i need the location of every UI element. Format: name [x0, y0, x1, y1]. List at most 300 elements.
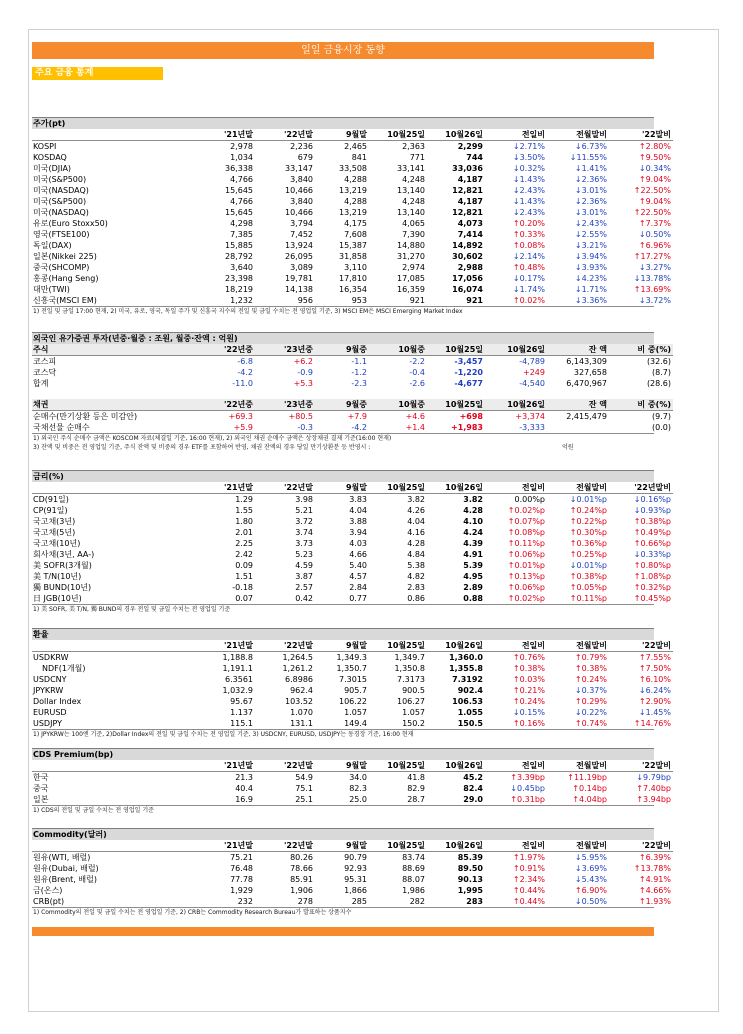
cds-row: [32, 772, 673, 784]
foreign-stock-header-cell: 비 중(%): [609, 344, 673, 356]
fx-cell: 1,261.2: [282, 664, 313, 673]
stock-row: [32, 284, 673, 295]
rate-row: [32, 560, 673, 571]
stock-note: 1) 전일 및 금일 17:00 현재, 2) 미국, 유로, 영국, 독일 주가 및 신흥국 지수의 전일 및 금일 수치는 전 영업일 기준, 3) MSCI EM은 MSCI Emerging Market Index: [32, 306, 654, 316]
fx-cell: 1.057: [402, 708, 425, 717]
fx-cell: 106.27: [397, 697, 425, 706]
rate-cell: ↑0.45%p: [633, 594, 671, 603]
fx-cell: 1,360.0: [449, 653, 483, 662]
rate-cell: 2.57: [295, 583, 313, 592]
rate-cell: 4.16: [407, 528, 425, 537]
commodity-cell: ↑1.97%: [512, 853, 545, 862]
stock-cell: 921: [409, 296, 425, 305]
rate-cell: 2.01: [235, 528, 253, 537]
commodity-cell: ↑6.39%: [638, 853, 671, 862]
foreign-bond-cell: +69.3: [228, 412, 253, 421]
fx-cell: ↑7.50%: [638, 664, 671, 673]
stock-row: [32, 262, 673, 273]
stock-cell: 953: [351, 296, 367, 305]
foreign-stock-cell: -0.9: [297, 368, 313, 377]
foreign-stock-table: [32, 344, 673, 389]
commodity-row: [32, 863, 673, 874]
stock-row: [32, 229, 673, 240]
rate-cell: ↑0.02%p: [507, 594, 545, 603]
rate-row-label: 국고채(5년): [33, 528, 76, 537]
stock-cell: 2,974: [402, 263, 425, 272]
stock-cell: 1,034: [230, 153, 253, 162]
stock-row: [32, 185, 673, 196]
rate-cell: 2.89: [463, 583, 483, 592]
fx-row-label: USDKRW: [33, 653, 69, 662]
foreign-note-2: [32, 443, 654, 452]
stock-cell: 19,781: [285, 274, 313, 283]
fx-row-label: Dollar Index: [33, 697, 82, 706]
fx-cell: ↑0.76%: [512, 653, 545, 662]
foreign-bond-header-cell: 채권: [32, 399, 195, 411]
stock-cell: ↑7.37%: [638, 219, 671, 228]
rate-cell: 5.38: [407, 561, 425, 570]
cds-cell: ↑3.39bp: [510, 773, 545, 782]
commodity-cell: ↑2.34%: [512, 875, 545, 884]
rate-cell: ↑0.22%p: [569, 517, 607, 526]
stock-cell: 4,073: [457, 219, 483, 228]
fx-cell: 7.3173: [397, 675, 425, 684]
fx-cell: 1,350.7: [336, 664, 367, 673]
rate-cell: 0.42: [295, 594, 313, 603]
stock-cell: 4,766: [230, 197, 253, 206]
foreign-bond-cell: +5.9: [233, 423, 253, 432]
fx-cell: 7.3192: [452, 675, 483, 684]
commodity-table: [32, 840, 673, 907]
fx-cell: ↓0.15%: [512, 708, 545, 717]
stock-row-label: 미국(S&P500): [33, 175, 87, 184]
stock-header-cell: 10월26일: [427, 129, 485, 141]
stock-cell: 10,466: [285, 208, 313, 217]
rate-cell: 4.26: [407, 506, 425, 515]
cds-cell: 82.4: [463, 784, 483, 793]
rate-cell: 3.98: [295, 495, 313, 504]
stock-cell: ↓1.43%: [512, 175, 545, 184]
stock-cell: ↓1.41%: [574, 164, 607, 173]
fx-cell: ↑0.38%: [512, 664, 545, 673]
rate-cell: ↑0.02%p: [507, 506, 545, 515]
stock-cell: 16,354: [339, 285, 367, 294]
rate-header-cell: 전월말비: [547, 482, 609, 494]
commodity-cell: ↑4.66%: [638, 886, 671, 895]
rate-row-label: 국고채(3년): [33, 517, 76, 526]
fx-cell: ↑0.74%: [574, 719, 607, 728]
cds-header-cell: '22년말: [255, 760, 315, 772]
stock-cell: ↓3.01%: [574, 208, 607, 217]
cds-header-cell: 전일비: [485, 760, 547, 772]
rate-cell: ↑1.08%p: [633, 572, 671, 581]
stock-cell: ↓13.78%: [633, 274, 671, 283]
stock-cell: 4,288: [344, 175, 367, 184]
rate-row: [32, 505, 673, 516]
section-heading: 주요 금융 통계: [32, 67, 163, 80]
stock-header-cell: [32, 129, 195, 141]
stock-cell: ↓3.27%: [638, 263, 671, 272]
fx-header-cell: '22년말: [255, 640, 315, 652]
commodity-cell: 282: [409, 897, 425, 906]
cds-cell: ↑0.31bp: [510, 795, 545, 804]
foreign-stock-cell: +249: [523, 368, 545, 377]
fx-header-cell: 10월25일: [369, 640, 427, 652]
stock-cell: 4,175: [344, 219, 367, 228]
fx-header-cell: 9월말: [315, 640, 369, 652]
stock-table: [32, 129, 673, 306]
stock-row: [32, 273, 673, 284]
foreign-bond-cell: -4.2: [351, 423, 367, 432]
commodity-cell: ↑0.44%: [512, 886, 545, 895]
stock-cell: 2,465: [344, 142, 367, 151]
cds-row-label: 한국: [33, 773, 49, 782]
foreign-stock-header-cell: '22년중: [195, 344, 255, 356]
fx-cell: 1,349.7: [394, 653, 425, 662]
commodity-header-row: [32, 840, 673, 852]
cds-header-cell: '21년말: [195, 760, 255, 772]
fx-cell: ↑14.76%: [633, 719, 671, 728]
stock-cell: 14,892: [452, 241, 483, 250]
fx-row-label: EURUSD: [33, 708, 67, 717]
rate-cell: 4.66: [349, 550, 367, 559]
commodity-cell: 77.78: [230, 875, 253, 884]
fx-header-cell: 10월26일: [427, 640, 485, 652]
cds-cell: 75.1: [295, 784, 313, 793]
rate-cell: ↑0.38%p: [633, 517, 671, 526]
stock-cell: 2,236: [290, 142, 313, 151]
fx-note: 1) JPYKRW는 100엔 기준, 2)Dollar Index의 전일 및 금일 수치는 전 영업일 기준, 3) USDCNY, EURUSD, USDJPY는 동경장 기준, 16:00 현재: [32, 729, 654, 739]
foreign-stock-cell: -2.6: [409, 379, 425, 388]
rates-section-title: 금리(%): [32, 470, 654, 482]
rate-cell: 3.94: [349, 528, 367, 537]
commodity-header-cell: [32, 840, 195, 852]
stock-row: [32, 218, 673, 229]
stock-cell: 13,140: [397, 208, 425, 217]
stock-cell: 15,645: [225, 186, 253, 195]
stock-row-label: 신흥국(MSCI EM): [33, 296, 97, 305]
commodity-cell: 76.48: [230, 864, 253, 873]
commodity-cell: 85.91: [290, 875, 313, 884]
foreign-bond-cell: +4.6: [405, 412, 425, 421]
stock-cell: 18,219: [225, 285, 253, 294]
foreign-bond-header-cell: 10월중: [369, 399, 427, 411]
foreign-bond-cell: +80.5: [288, 412, 313, 421]
fx-cell: 6.3561: [225, 675, 253, 684]
rate-cell: 1.29: [235, 495, 253, 504]
fx-row: [32, 652, 673, 664]
fx-cell: 962.4: [290, 686, 313, 695]
cds-cell: 40.4: [235, 784, 253, 793]
rate-cell: ↑0.49%p: [633, 528, 671, 537]
foreign-stock-row: [32, 356, 673, 368]
foreign-bond-cell: -3,333: [519, 423, 545, 432]
fx-header-cell: 전월말비: [547, 640, 609, 652]
stock-cell: 679: [297, 153, 313, 162]
foreign-bond-row-label: 국채선물 순매수: [33, 423, 90, 432]
stock-cell: ↓11.55%: [569, 153, 607, 162]
stock-cell: 7,608: [344, 230, 367, 239]
stock-cell: 4,065: [402, 219, 425, 228]
foreign-stock-cell: -4.2: [237, 368, 253, 377]
foreign-section: [32, 332, 671, 452]
rate-cell: ↑0.25%p: [569, 550, 607, 559]
rate-cell: 3.72: [295, 517, 313, 526]
fx-cell: 149.4: [344, 719, 367, 728]
rate-cell: ↑0.07%p: [507, 517, 545, 526]
foreign-stock-cell: +5.3: [293, 379, 313, 388]
rate-row: [32, 593, 673, 604]
stock-row: [32, 240, 673, 251]
stock-header-cell: 전월말비: [547, 129, 609, 141]
fx-cell: 150.5: [457, 719, 483, 728]
commodity-cell: 88.07: [402, 875, 425, 884]
foreign-stock-cell: -1.2: [351, 368, 367, 377]
commodity-cell: 85.39: [457, 853, 483, 862]
commodity-cell: ↑6.90%: [574, 886, 607, 895]
rate-cell: 4.28: [407, 539, 425, 548]
commodity-cell: 1,929: [230, 886, 253, 895]
cds-header-cell: [32, 760, 195, 772]
foreign-stock-row-label: 합계: [33, 379, 49, 388]
foreign-bond-header-cell: '22년중: [195, 399, 255, 411]
fx-cell: ↑2.90%: [638, 697, 671, 706]
stock-row: [32, 174, 673, 185]
cds-cell: ↓9.79bp: [636, 773, 671, 782]
stock-row-label: 중국(SHCOMP): [33, 263, 90, 272]
stock-cell: 771: [409, 153, 425, 162]
cds-header-row: [32, 760, 673, 772]
rate-cell: 4.91: [463, 550, 483, 559]
commodity-cell: 232: [237, 897, 253, 906]
rate-row: [32, 549, 673, 560]
foreign-note-2-text: 3) 잔액 및 비중은 전 영업일 기준, 주식 잔액 및 비중의 경우 ETF를 포함하여 반영, 채권 잔액의 경우 당일 만기상환분 등 반영시 :: [33, 444, 371, 451]
commodity-cell: 1,906: [290, 886, 313, 895]
stock-cell: ↑0.33%: [512, 230, 545, 239]
cds-header-cell: 10월26일: [427, 760, 485, 772]
fx-row: [32, 674, 673, 685]
commodity-cell: 90.79: [344, 853, 367, 862]
stock-cell: 13,140: [397, 186, 425, 195]
commodity-cell: 83.74: [402, 853, 425, 862]
stock-cell: 33,508: [339, 164, 367, 173]
commodity-header-cell: '22말비: [609, 840, 673, 852]
stock-row-label: 미국(DJIA): [33, 164, 72, 173]
stock-cell: 36,338: [225, 164, 253, 173]
fx-section: [32, 628, 671, 739]
commodity-cell: ↓5.43%: [574, 875, 607, 884]
stock-cell: 3,840: [290, 175, 313, 184]
stock-cell: 2,363: [402, 142, 425, 151]
fx-cell: 103.52: [285, 697, 313, 706]
foreign-bond-header-cell: 잔 액: [547, 399, 609, 411]
stock-cell: ↓2.55%: [574, 230, 607, 239]
stock-cell: 4,248: [402, 197, 425, 206]
fx-row: [32, 718, 673, 729]
cds-cell: ↓0.45bp: [510, 784, 545, 793]
fx-cell: ↑0.29%: [574, 697, 607, 706]
foreign-stock-cell: -4,677: [454, 379, 483, 388]
stock-cell: 3,794: [290, 219, 313, 228]
foreign-bond-header-cell: 10월26일: [485, 399, 547, 411]
fx-cell: 900.5: [402, 686, 425, 695]
cds-section-title: CDS Premium(bp): [32, 748, 654, 760]
stock-header-cell: '22년말: [255, 129, 315, 141]
fx-cell: ↓0.37%: [574, 686, 607, 695]
foreign-stock-row: [32, 367, 673, 378]
stock-cell: 31,270: [397, 252, 425, 261]
commodity-cell: 1,986: [402, 886, 425, 895]
fx-cell: 1,191.1: [222, 664, 253, 673]
fx-cell: 902.4: [457, 686, 483, 695]
stock-cell: 3,110: [344, 263, 367, 272]
stock-cell: ↓0.32%: [512, 164, 545, 173]
commodity-cell: ↑13.78%: [633, 864, 671, 873]
foreign-stock-cell: -4,540: [519, 379, 545, 388]
stock-cell: 33,141: [397, 164, 425, 173]
stock-cell: 4,187: [457, 197, 483, 206]
stock-cell: 15,885: [225, 241, 253, 250]
rate-cell: 4.84: [407, 550, 425, 559]
stock-cell: ↑9.50%: [638, 153, 671, 162]
foreign-bond-header-cell: 10월25일: [427, 399, 485, 411]
stock-cell: 2,978: [230, 142, 253, 151]
rate-cell: 4.57: [349, 572, 367, 581]
foreign-bond-cell: (0.0): [652, 423, 671, 432]
rate-cell: 5.39: [463, 561, 483, 570]
foreign-stock-cell: (8.7): [652, 368, 671, 377]
commodity-cell: ↓5.95%: [574, 853, 607, 862]
rate-cell: 0.88: [463, 594, 483, 603]
fx-cell: 1,188.8: [222, 653, 253, 662]
fx-section-title: 환율: [32, 628, 654, 640]
foreign-stock-cell: -2.3: [351, 379, 367, 388]
report-title: 일일 금융시장 동향: [32, 42, 654, 59]
stock-cell: 17,085: [397, 274, 425, 283]
stock-cell: ↑17.27%: [633, 252, 671, 261]
footer-bar: [32, 927, 654, 936]
rate-cell: ↑0.06%p: [507, 583, 545, 592]
fx-cell: ↓6.24%: [638, 686, 671, 695]
stock-row-label: 일본(Nikkei 225): [33, 252, 97, 261]
foreign-section-title: 외국인 유가증권 투자(년중·월중 : 조원, 월중·잔액 : 억원): [32, 332, 654, 344]
fx-cell: 131.1: [290, 719, 313, 728]
rate-cell: ↑0.01%p: [507, 561, 545, 570]
rate-row: [32, 571, 673, 582]
stock-cell: 3,089: [290, 263, 313, 272]
stock-cell: 7,414: [457, 230, 483, 239]
rate-row-label: 美 SOFR(3개월): [33, 561, 92, 570]
stock-row-label: KOSPI: [33, 142, 57, 151]
rate-cell: ↑0.05%p: [569, 583, 607, 592]
stock-cell: 744: [466, 153, 483, 162]
stock-cell: ↓1.43%: [512, 197, 545, 206]
stock-cell: 13,924: [285, 241, 313, 250]
rate-header-cell: 10월26일: [427, 482, 485, 494]
stock-cell: ↓2.14%: [512, 252, 545, 261]
foreign-stock-header-row: [32, 344, 673, 356]
fx-cell: ↑0.16%: [512, 719, 545, 728]
rate-cell: ↑0.36%p: [569, 539, 607, 548]
rate-cell: ↑0.32%p: [633, 583, 671, 592]
stock-cell: 13,219: [339, 186, 367, 195]
foreign-stock-row: [32, 378, 673, 389]
cds-cell: ↑0.14bp: [572, 784, 607, 793]
foreign-stock-row-label: 코스닥: [33, 368, 57, 377]
rate-cell: ↑0.11%p: [507, 539, 545, 548]
rate-cell: 3.82: [463, 495, 483, 504]
stock-cell: 14,138: [285, 285, 313, 294]
commodity-header-cell: '21년말: [195, 840, 255, 852]
stock-cell: ↓2.36%: [574, 175, 607, 184]
commodity-cell: 1,866: [344, 886, 367, 895]
foreign-bond-cell: [547, 422, 609, 433]
foreign-stock-cell: 327,658: [573, 368, 607, 377]
foreign-stock-cell: -0.4: [409, 368, 425, 377]
rate-row-label: CP(91일): [33, 506, 68, 515]
fx-cell: ↑0.21%: [512, 686, 545, 695]
stock-cell: ↑9.04%: [638, 175, 671, 184]
rate-header-cell: '21년말: [195, 482, 255, 494]
foreign-bond-row: [32, 422, 673, 433]
rate-cell: 2.83: [407, 583, 425, 592]
rate-cell: ↓0.93%p: [633, 506, 671, 515]
commodity-header-cell: 10월25일: [369, 840, 427, 852]
cds-cell: 16.9: [235, 795, 253, 804]
rate-cell: 5.21: [295, 506, 313, 515]
rates-section: [32, 470, 671, 614]
cds-row: [32, 783, 673, 794]
stock-section: [32, 117, 671, 316]
stock-cell: ↓0.50%: [638, 230, 671, 239]
foreign-bond-header-cell: '23년중: [255, 399, 315, 411]
commodity-cell: ↑0.91%: [512, 864, 545, 873]
stock-cell: 7,452: [290, 230, 313, 239]
cds-cell: 34.0: [349, 773, 367, 782]
rate-row-label: 美 T/N(10년): [33, 572, 82, 581]
fx-cell: 1.137: [230, 708, 253, 717]
commodity-header-cell: 전월말비: [547, 840, 609, 852]
stock-cell: ↓0.17%: [512, 274, 545, 283]
fx-cell: 106.22: [339, 697, 367, 706]
stock-cell: 841: [351, 153, 367, 162]
commodity-cell: ↓3.69%: [574, 864, 607, 873]
stock-cell: 12,821: [452, 186, 483, 195]
fx-cell: 1,350.8: [394, 664, 425, 673]
cds-cell: ↑11.19bp: [567, 773, 607, 782]
cds-cell: 82.9: [407, 784, 425, 793]
stock-row-label: 독일(DAX): [33, 241, 72, 250]
stock-row: [32, 207, 673, 218]
commodity-row-label: 원유(Brent, 배럴): [33, 875, 97, 884]
stock-row-label: 유로(Euro Stoxx50): [33, 219, 108, 228]
foreign-stock-cell: +6.2: [293, 357, 313, 366]
stock-cell: 3,840: [290, 197, 313, 206]
stock-header-cell: 10월25일: [369, 129, 427, 141]
commodity-cell: 92.93: [344, 864, 367, 873]
rate-cell: 1.80: [235, 517, 253, 526]
commodity-cell: 1,995: [457, 886, 483, 895]
fx-cell: 905.7: [344, 686, 367, 695]
stock-cell: 4,187: [457, 175, 483, 184]
stock-header-cell: 9월말: [315, 129, 369, 141]
fx-cell: 6.8986: [285, 675, 313, 684]
foreign-stock-cell: (28.6): [646, 379, 671, 388]
stock-row: [32, 295, 673, 306]
fx-cell: ↑0.24%: [512, 697, 545, 706]
rate-cell: 3.87: [295, 572, 313, 581]
commodity-cell: ↑0.44%: [512, 897, 545, 906]
